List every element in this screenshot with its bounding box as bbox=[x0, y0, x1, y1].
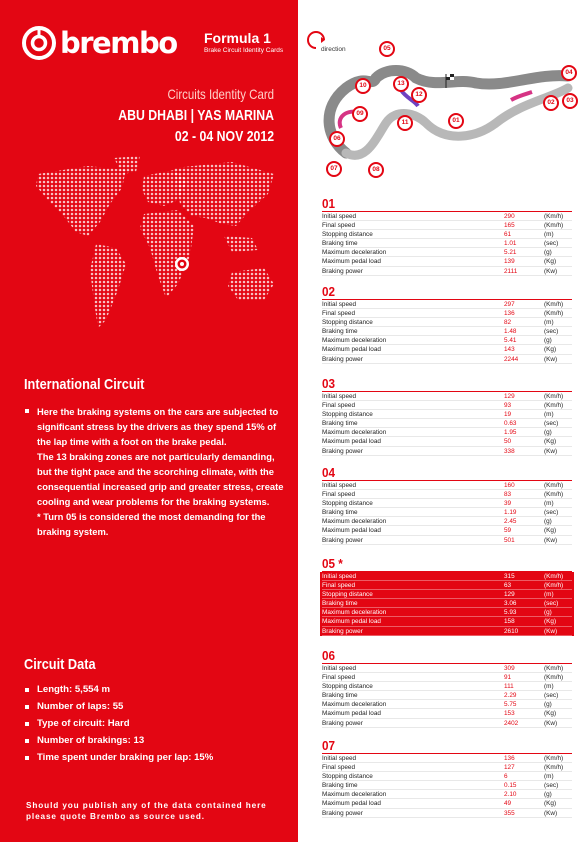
row-unit: (Km/h) bbox=[544, 393, 564, 400]
table-row bbox=[322, 481, 572, 490]
row-label: Braking power bbox=[322, 809, 363, 817]
row-value: 143 bbox=[504, 346, 515, 354]
row-label: Maximum deceleration bbox=[322, 337, 387, 345]
table-row bbox=[322, 355, 572, 364]
turn-title bbox=[322, 376, 572, 392]
row-value: 111 bbox=[504, 683, 514, 691]
turn-marker-05: 05 bbox=[379, 41, 395, 57]
row-unit: (Km/h) bbox=[544, 222, 564, 230]
table-row bbox=[322, 300, 572, 309]
table-row bbox=[322, 781, 572, 790]
row-label: Maximum deceleration bbox=[322, 701, 387, 709]
table-row bbox=[322, 401, 572, 410]
brembo-logo-text: brembo bbox=[60, 25, 177, 60]
turn-4-table bbox=[322, 465, 572, 545]
row-unit: (m) bbox=[544, 231, 554, 239]
table-row bbox=[322, 392, 572, 401]
table-row bbox=[322, 419, 572, 428]
turn-marker-09: 09 bbox=[352, 106, 368, 122]
row-label: Maximum pedal load bbox=[322, 346, 381, 354]
turn-title bbox=[322, 738, 572, 754]
row-unit: (Km/h) bbox=[544, 582, 564, 590]
location-marker bbox=[175, 257, 189, 271]
turn-title-text: 06 bbox=[322, 648, 336, 663]
row-unit: (m) bbox=[544, 411, 554, 419]
table-row bbox=[322, 437, 572, 446]
row-label: Final speed bbox=[322, 310, 356, 318]
row-label: Initial speed bbox=[322, 755, 357, 762]
intro-note: * Turn 05 is considered the most demanding for the braking system. bbox=[37, 511, 266, 537]
turn-rows bbox=[322, 392, 572, 456]
row-unit: (Km/h) bbox=[544, 764, 564, 772]
row-value: 61 bbox=[504, 231, 512, 239]
row-value: 59 bbox=[504, 527, 512, 535]
table-row bbox=[322, 772, 572, 781]
row-value: 136 bbox=[504, 310, 515, 318]
row-label: Stopping distance bbox=[322, 231, 373, 239]
circuit-data-heading: Circuit Data bbox=[24, 656, 96, 673]
table-row bbox=[322, 709, 572, 718]
intro-paragraph-1: Here the braking systems on the cars are subjected to significant stress by the drivers as they spend 15% of the lap time with a foot on the brake pedal. bbox=[37, 406, 279, 447]
row-unit: (Kg) bbox=[544, 438, 557, 446]
row-label: Stopping distance bbox=[322, 683, 373, 691]
row-value: 129 bbox=[504, 591, 515, 599]
table-row bbox=[322, 763, 572, 772]
circuit-data-item: Number of laps: 55 bbox=[24, 701, 286, 718]
turn-marker-11: 11 bbox=[397, 115, 413, 131]
turn-2-table bbox=[322, 284, 572, 364]
row-unit: (Km/h) bbox=[544, 301, 564, 308]
row-label: Maximum pedal load bbox=[322, 618, 381, 626]
row-unit: (sec) bbox=[544, 328, 559, 336]
row-unit: (g) bbox=[544, 249, 552, 257]
row-value: 5.41 bbox=[504, 337, 517, 345]
turn-marker-12: 12 bbox=[411, 87, 427, 103]
table-row bbox=[322, 490, 572, 499]
row-label: Final speed bbox=[322, 222, 356, 230]
row-value: 127 bbox=[504, 764, 515, 772]
turn-title-text: 03 bbox=[322, 376, 336, 391]
row-label: Initial speed bbox=[322, 393, 357, 400]
row-label: Stopping distance bbox=[322, 591, 373, 599]
turn-title bbox=[322, 284, 572, 300]
row-value: 297 bbox=[504, 301, 515, 308]
row-value: 2610 bbox=[504, 627, 519, 635]
row-label: Maximum deceleration bbox=[322, 518, 387, 526]
row-value: 2.45 bbox=[504, 518, 517, 526]
turn-title-text: 05 * bbox=[322, 556, 343, 571]
table-row bbox=[322, 499, 572, 508]
row-unit: (Kg) bbox=[544, 618, 557, 626]
turn-7-table bbox=[322, 738, 572, 818]
table-row bbox=[322, 318, 572, 327]
row-value: 49 bbox=[504, 800, 512, 808]
table-row bbox=[322, 627, 572, 636]
row-label: Braking power bbox=[322, 627, 363, 635]
row-value: 165 bbox=[504, 222, 515, 230]
row-unit: (sec) bbox=[544, 600, 559, 608]
row-value: 139 bbox=[504, 258, 515, 266]
turn-title bbox=[322, 648, 572, 664]
table-row bbox=[322, 572, 572, 581]
table-row bbox=[322, 345, 572, 354]
row-label: Maximum deceleration bbox=[322, 429, 387, 437]
row-value: 153 bbox=[504, 710, 515, 718]
row-value: 5.75 bbox=[504, 701, 517, 709]
turn-marker-04: 04 bbox=[561, 65, 577, 81]
row-unit: (Km/h) bbox=[544, 674, 564, 682]
row-label: Maximum pedal load bbox=[322, 710, 381, 718]
international-bullet bbox=[24, 404, 286, 509]
row-value: 309 bbox=[504, 665, 515, 672]
row-value: 82 bbox=[504, 319, 512, 327]
row-unit: (sec) bbox=[544, 420, 559, 428]
table-row bbox=[322, 267, 572, 276]
row-unit: (sec) bbox=[544, 782, 559, 790]
row-unit: (Km/h) bbox=[544, 573, 564, 580]
row-value: 50 bbox=[504, 438, 512, 446]
table-row bbox=[322, 617, 572, 626]
turn-marker-06: 06 bbox=[329, 131, 345, 147]
card-title: Circuits Identity Card bbox=[167, 86, 274, 102]
row-unit: (g) bbox=[544, 791, 552, 799]
row-label: Braking power bbox=[322, 267, 363, 275]
row-value: 0.15 bbox=[504, 782, 517, 790]
row-label: Final speed bbox=[322, 764, 356, 772]
row-unit: (m) bbox=[544, 500, 554, 508]
row-unit: (Km/h) bbox=[544, 310, 564, 318]
row-unit: (g) bbox=[544, 429, 552, 437]
table-row bbox=[322, 754, 572, 763]
row-label: Braking power bbox=[322, 355, 363, 363]
row-label: Initial speed bbox=[322, 301, 357, 308]
row-unit: (Km/h) bbox=[544, 402, 564, 410]
card-title-block bbox=[84, 86, 274, 145]
row-unit: (sec) bbox=[544, 692, 559, 700]
turn-rows bbox=[320, 572, 574, 636]
turn-rows bbox=[322, 754, 572, 818]
row-unit: (m) bbox=[544, 773, 554, 781]
row-label: Braking time bbox=[322, 420, 358, 428]
brembo-logo-icon bbox=[22, 26, 56, 60]
row-label: Braking time bbox=[322, 509, 358, 517]
table-row bbox=[322, 608, 572, 617]
row-label: Final speed bbox=[322, 674, 356, 682]
row-label: Braking time bbox=[322, 240, 358, 248]
row-label: Stopping distance bbox=[322, 500, 373, 508]
turn-title bbox=[322, 465, 572, 481]
table-row bbox=[322, 221, 572, 230]
row-unit: (sec) bbox=[544, 240, 559, 248]
turn-title bbox=[322, 556, 572, 572]
row-value: 2402 bbox=[504, 719, 519, 727]
row-unit: (g) bbox=[544, 701, 552, 709]
row-value: 19 bbox=[504, 411, 512, 419]
row-value: 158 bbox=[504, 618, 515, 626]
row-unit: (Kw) bbox=[544, 627, 558, 635]
row-label: Initial speed bbox=[322, 213, 357, 220]
table-row bbox=[322, 590, 572, 599]
row-unit: (g) bbox=[544, 518, 552, 526]
formula-subtitle: Brake Circuit Identity Cards bbox=[204, 47, 284, 54]
row-unit: (Kw) bbox=[544, 809, 558, 817]
row-unit: (Kg) bbox=[544, 527, 557, 535]
row-label: Initial speed bbox=[322, 573, 357, 580]
row-unit: (sec) bbox=[544, 509, 559, 517]
row-unit: (Kw) bbox=[544, 447, 558, 455]
row-label: Initial speed bbox=[322, 665, 357, 672]
row-label: Final speed bbox=[322, 491, 356, 499]
table-row bbox=[322, 581, 572, 590]
row-label: Braking time bbox=[322, 328, 358, 336]
table-row bbox=[322, 790, 572, 799]
row-label: Maximum pedal load bbox=[322, 258, 381, 266]
row-value: 1.19 bbox=[504, 509, 517, 517]
row-unit: (Km/h) bbox=[544, 482, 564, 489]
table-row bbox=[322, 691, 572, 700]
row-unit: (Km/h) bbox=[544, 491, 564, 499]
table-row bbox=[322, 809, 572, 818]
row-unit: (m) bbox=[544, 683, 554, 691]
row-value: 6 bbox=[504, 773, 508, 781]
table-row bbox=[322, 799, 572, 808]
turn-marker-03: 03 bbox=[562, 93, 578, 109]
turn-rows bbox=[322, 481, 572, 545]
turn-marker-10: 10 bbox=[355, 78, 371, 94]
table-row bbox=[322, 664, 572, 673]
table-row bbox=[322, 673, 572, 682]
row-value: 160 bbox=[504, 482, 515, 489]
table-row bbox=[322, 248, 572, 257]
turn-title-text: 07 bbox=[322, 738, 336, 753]
table-row bbox=[322, 230, 572, 239]
row-label: Stopping distance bbox=[322, 773, 373, 781]
row-label: Maximum pedal load bbox=[322, 527, 381, 535]
row-label: Stopping distance bbox=[322, 411, 373, 419]
turn-rows bbox=[322, 212, 572, 276]
row-value: 93 bbox=[504, 402, 512, 410]
turn-marker-07: 07 bbox=[326, 161, 342, 177]
turn-1-table bbox=[322, 196, 572, 276]
table-row bbox=[322, 599, 572, 608]
row-value: 2.29 bbox=[504, 692, 517, 700]
footer-note: Should you publish any of the data contained here please quote Brembo as source used. bbox=[26, 801, 267, 821]
race-dates: 02 - 04 NOV 2012 bbox=[174, 128, 274, 145]
row-label: Maximum deceleration bbox=[322, 609, 387, 617]
row-value: 338 bbox=[504, 447, 515, 455]
table-row bbox=[322, 508, 572, 517]
turn-title-text: 02 bbox=[322, 284, 336, 299]
row-value: 83 bbox=[504, 491, 512, 499]
circuit-data-item: Number of brakings: 13 bbox=[24, 735, 286, 752]
turn-3-table bbox=[322, 376, 572, 456]
row-unit: (g) bbox=[544, 337, 552, 345]
turn-marker-08: 08 bbox=[368, 162, 384, 178]
row-unit: (m) bbox=[544, 591, 554, 599]
row-value: 0.63 bbox=[504, 420, 517, 428]
row-value: 39 bbox=[504, 500, 512, 508]
circuit-data-item: Time spent under braking per lap: 15% bbox=[24, 752, 286, 769]
row-label: Braking power bbox=[322, 447, 363, 455]
table-row bbox=[322, 682, 572, 691]
table-row bbox=[322, 327, 572, 336]
row-unit: (Kg) bbox=[544, 710, 557, 718]
circuit-data-list bbox=[24, 684, 286, 769]
row-label: Braking time bbox=[322, 600, 358, 608]
row-value: 501 bbox=[504, 536, 515, 544]
formula-title: Formula 1 bbox=[204, 30, 271, 46]
turn-title-text: 04 bbox=[322, 465, 336, 480]
row-value: 2.10 bbox=[504, 791, 517, 799]
turn-rows bbox=[322, 300, 572, 364]
row-label: Final speed bbox=[322, 402, 356, 410]
row-value: 129 bbox=[504, 393, 515, 400]
turn-marker-13: 13 bbox=[393, 76, 409, 92]
row-label: Final speed bbox=[322, 582, 356, 590]
brembo-logo bbox=[22, 26, 177, 60]
circuit-name: ABU DHABI | YAS MARINA bbox=[118, 107, 274, 124]
row-label: Braking power bbox=[322, 536, 363, 544]
direction-label: direction bbox=[321, 46, 346, 53]
table-row bbox=[322, 526, 572, 535]
table-row bbox=[322, 536, 572, 545]
row-value: 2111 bbox=[504, 267, 518, 275]
turn-marker-01: 01 bbox=[448, 113, 464, 129]
row-label: Maximum deceleration bbox=[322, 791, 387, 799]
table-row bbox=[322, 517, 572, 526]
row-unit: (Km/h) bbox=[544, 213, 564, 220]
table-row bbox=[322, 336, 572, 345]
row-value: 136 bbox=[504, 755, 515, 762]
turn-marker-02: 02 bbox=[543, 95, 559, 111]
row-value: 1.48 bbox=[504, 328, 517, 336]
row-unit: (Kw) bbox=[544, 719, 558, 727]
row-value: 63 bbox=[504, 582, 512, 590]
row-value: 1.95 bbox=[504, 429, 517, 437]
row-value: 315 bbox=[504, 573, 515, 580]
row-unit: (g) bbox=[544, 609, 552, 617]
turn-title bbox=[322, 196, 572, 212]
table-row bbox=[322, 700, 572, 709]
row-unit: (Kg) bbox=[544, 258, 557, 266]
turn-6-table bbox=[322, 648, 572, 728]
row-unit: (m) bbox=[544, 319, 554, 327]
right-panel bbox=[298, 0, 578, 842]
turn-title-text: 01 bbox=[322, 196, 336, 211]
row-value: 1.01 bbox=[504, 240, 517, 248]
circuit-data-item: Type of circuit: Hard bbox=[24, 718, 286, 735]
row-label: Braking time bbox=[322, 782, 358, 790]
row-label: Initial speed bbox=[322, 482, 357, 489]
row-value: 290 bbox=[504, 213, 515, 220]
row-label: Maximum pedal load bbox=[322, 438, 381, 446]
row-value: 2244 bbox=[504, 355, 519, 363]
row-value: 91 bbox=[504, 674, 512, 682]
table-row bbox=[322, 212, 572, 221]
row-value: 355 bbox=[504, 809, 515, 817]
table-row bbox=[322, 257, 572, 266]
table-row bbox=[322, 447, 572, 456]
turn-5-table bbox=[322, 556, 572, 636]
table-row bbox=[322, 428, 572, 437]
row-unit: (Km/h) bbox=[544, 665, 564, 672]
row-value: 3.06 bbox=[504, 600, 517, 608]
row-label: Maximum pedal load bbox=[322, 800, 381, 808]
table-row bbox=[322, 719, 572, 728]
row-value: 5.93 bbox=[504, 609, 517, 617]
table-row bbox=[322, 239, 572, 248]
row-label: Braking time bbox=[322, 692, 358, 700]
row-unit: (Kw) bbox=[544, 355, 558, 363]
circuit-data-item: Length: 5,554 m bbox=[24, 684, 286, 701]
international-text bbox=[24, 404, 286, 539]
row-unit: (Kg) bbox=[544, 800, 557, 808]
row-unit: (Km/h) bbox=[544, 755, 564, 762]
track-map bbox=[306, 28, 578, 188]
turn-rows bbox=[322, 664, 572, 728]
table-row bbox=[322, 410, 572, 419]
intro-paragraph-2: The 13 braking zones are not particularly demanding, but the tight pace and the scorching climate, with the consequential increased grip and greater stress, create cooling and wear problems for the braking systems. bbox=[37, 451, 284, 507]
table-row bbox=[322, 309, 572, 318]
row-label: Maximum deceleration bbox=[322, 249, 387, 257]
world-map bbox=[18, 152, 284, 342]
row-value: 5.21 bbox=[504, 249, 517, 257]
row-label: Braking power bbox=[322, 719, 363, 727]
international-heading: International Circuit bbox=[24, 376, 145, 393]
row-unit: (Kw) bbox=[544, 536, 558, 544]
row-label: Stopping distance bbox=[322, 319, 373, 327]
row-unit: (Kg) bbox=[544, 346, 557, 354]
row-unit: (Kw) bbox=[544, 267, 558, 275]
